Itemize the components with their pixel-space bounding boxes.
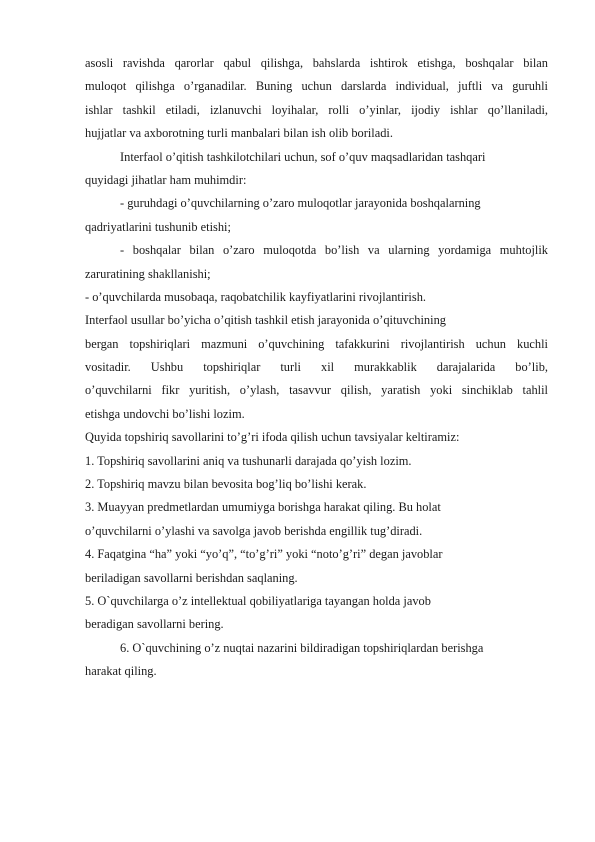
- text-line: beriladigan savollarni berishdan saqlaning.: [85, 570, 298, 585]
- text-line: zaruratining shakllanishi;: [85, 266, 211, 281]
- text-line: etishga undovchi bo’lishi lozim.: [85, 406, 245, 421]
- text-line: 2. Topshiriq mavzu bilan bevosita bog’liq bo’lishi kerak.: [85, 477, 367, 492]
- text-line: 4. Faqatgina “ha” yoki “yo’q”, “to’g’ri” yoki “noto’g’ri” degan javoblar: [85, 547, 443, 562]
- text-line: 6. O`quvchining o’z nuqtai nazarini bildiradigan topshiriqlardan berishga: [120, 640, 484, 655]
- text-line: hujjatlar va axborotning turli manbalari bilan ish olib boriladi.: [85, 126, 393, 141]
- text-line: harakat qiling.: [85, 664, 157, 679]
- text-line: o’quvchilarni o’ylashi va savolga javob berishda engillik tug’diradi.: [85, 523, 423, 538]
- text-line: 1. Topshiriq savollarini aniq va tushunarli darajada qo’yish lozim.: [85, 453, 412, 468]
- text-line: o’quvchilarni fikr yuritish, o’ylash, tasavvur qilish, yaratish yoki sinchiklab tahlil: [85, 383, 548, 398]
- text-line: 5. O`quvchilarga o’z intellektual qobiliyatlariga tayangan holda javob: [85, 593, 431, 608]
- text-line: quyidagi jihatlar ham muhimdir:: [85, 172, 247, 187]
- text-line: muloqot qilishga o’rganadilar. Buning uchun darslarda individual, juftli va guruhli: [85, 79, 548, 94]
- text-line: 3. Muayyan predmetlardan umumiyga borishga harakat qiling. Bu holat: [85, 500, 441, 515]
- text-line: bergan topshiriqlari mazmuni o’quvchining tafakkurini rivojlantirish uchun kuchli: [85, 336, 548, 351]
- text-line: - boshqalar bilan o’zaro muloqotda bo’lish va ularning yordamiga muhtojlik: [120, 243, 548, 258]
- text-line: beradigan savollarni bering.: [85, 617, 224, 632]
- text-line: vositadir. Ushbu topshiriqlar turli xil murakkablik darajalarida bo’lib,: [85, 360, 548, 375]
- text-line: - o’quvchilarda musobaqa, raqobatchilik kayfiyatlarini rivojlantirish.: [85, 289, 426, 304]
- text-line: - guruhdagi o’quvchilarning o’zaro muloqotlar jarayonida boshqalarning: [120, 196, 481, 211]
- text-line: Interfaol o’qitish tashkilotchilari uchun, sof o’quv maqsadlaridan tashqari: [120, 149, 486, 164]
- text-line: ishlar tashkil etiladi, izlanuvchi loyihalar, rolli o’yinlar, ijodiy ishlar qo’llaniladi,: [85, 102, 548, 117]
- text-line: Quyida topshiriq savollarini to’g’ri ifoda qilish uchun tavsiyalar keltiramiz:: [85, 430, 460, 445]
- text-line: qadriyatlarini tushunib etishi;: [85, 219, 231, 234]
- document-page: [85, 52, 548, 684]
- text-line: Interfaol usullar bo’yicha o’qitish tashkil etish jarayonida o’qituvchining: [85, 313, 446, 328]
- text-line: asosli ravishda qarorlar qabul qilishga, bahslarda ishtirok etishga, boshqalar bilan: [85, 56, 548, 70]
